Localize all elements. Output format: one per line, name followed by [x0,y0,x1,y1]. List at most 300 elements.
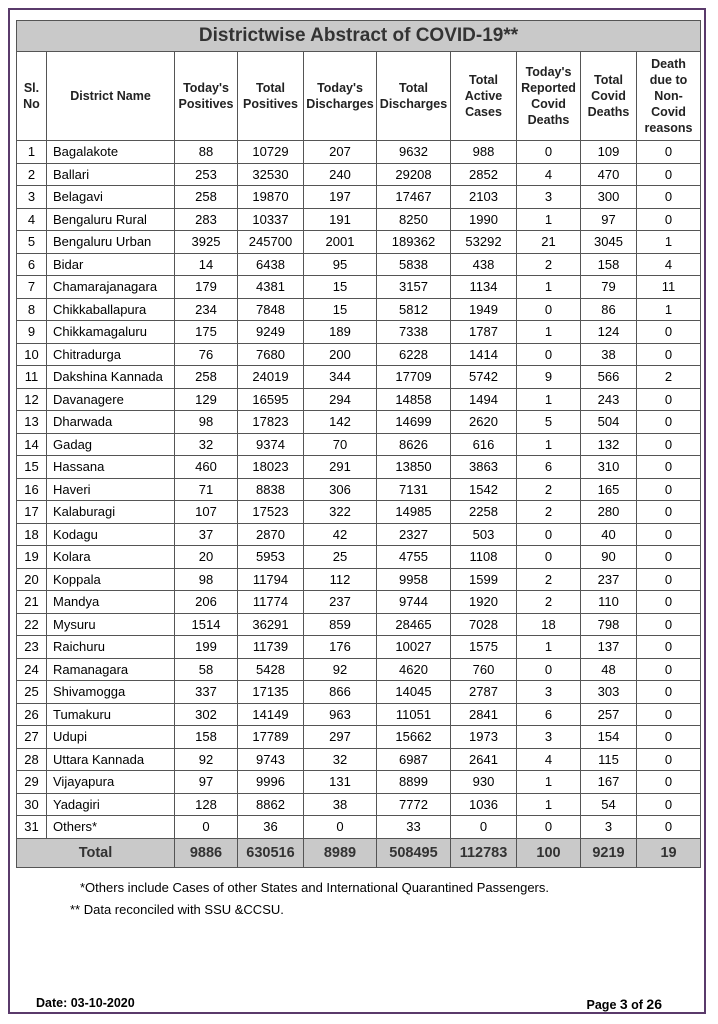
cell-active-cases: 5742 [451,366,517,389]
cell-active-cases: 2787 [451,681,517,704]
cell-todays-discharges: 15 [304,298,377,321]
cell-total-positives: 16595 [238,388,304,411]
table-row [17,231,701,254]
cell-todays-covid-deaths: 1 [517,636,581,659]
cell-active-cases: 1036 [451,793,517,816]
cell-total-discharges: 11051 [377,703,451,726]
cell-total-discharges: 9958 [377,568,451,591]
cell-non-covid-deaths: 0 [637,523,701,546]
cell-todays-discharges: 322 [304,501,377,524]
cell-todays-positives: 302 [175,703,238,726]
table-row [17,636,701,659]
cell-sl-no: 27 [17,726,47,749]
cell-district-name: Chikkamagaluru [47,321,175,344]
cell-todays-positives: 258 [175,186,238,209]
total-todays-discharges: 8989 [304,838,377,867]
cell-todays-discharges: 112 [304,568,377,591]
cell-total-covid-deaths: 167 [581,771,637,794]
table-row [17,343,701,366]
cell-todays-positives: 199 [175,636,238,659]
cell-total-covid-deaths: 310 [581,456,637,479]
cell-district-name: Dharwada [47,411,175,434]
footnote-others: *Others include Cases of other States and International Quarantined Passengers. [80,880,550,895]
cell-total-covid-deaths: 154 [581,726,637,749]
cell-total-discharges: 9744 [377,591,451,614]
cell-total-positives: 10729 [238,141,304,164]
cell-total-covid-deaths: 798 [581,613,637,636]
cell-todays-discharges: 38 [304,793,377,816]
cell-total-positives: 10337 [238,208,304,231]
cell-total-covid-deaths: 90 [581,546,637,569]
cell-non-covid-deaths: 0 [637,141,701,164]
header-todays-covid-deaths: Today's Reported Covid Deaths [517,52,581,141]
footnote-reconciled: ** Data reconciled with SSU &CCSU. [70,902,284,917]
cell-todays-positives: 234 [175,298,238,321]
cell-total-discharges: 28465 [377,613,451,636]
cell-todays-discharges: 294 [304,388,377,411]
cell-todays-covid-deaths: 1 [517,276,581,299]
cell-district-name: Bengaluru Urban [47,231,175,254]
cell-total-covid-deaths: 86 [581,298,637,321]
page-prefix: Page [586,998,620,1012]
total-todays-covid-deaths: 100 [517,838,581,867]
cell-total-discharges: 4620 [377,658,451,681]
cell-total-positives: 24019 [238,366,304,389]
table-row [17,748,701,771]
header-total-covid-deaths: Total Covid Deaths [581,52,637,141]
cell-sl-no: 1 [17,141,47,164]
cell-non-covid-deaths: 0 [637,163,701,186]
cell-todays-discharges: 344 [304,366,377,389]
cell-non-covid-deaths: 0 [637,613,701,636]
cell-sl-no: 3 [17,186,47,209]
cell-total-discharges: 33 [377,816,451,839]
total-covid-deaths: 9219 [581,838,637,867]
cell-district-name: Kolara [47,546,175,569]
page-total: 26 [646,996,662,1012]
cell-total-covid-deaths: 165 [581,478,637,501]
cell-total-positives: 245700 [238,231,304,254]
cell-district-name: Others* [47,816,175,839]
cell-sl-no: 18 [17,523,47,546]
cell-non-covid-deaths: 0 [637,591,701,614]
cell-district-name: Bagalakote [47,141,175,164]
cell-total-discharges: 8626 [377,433,451,456]
cell-active-cases: 1542 [451,478,517,501]
cell-todays-discharges: 866 [304,681,377,704]
cell-todays-covid-deaths: 0 [517,298,581,321]
cell-todays-positives: 1514 [175,613,238,636]
cell-todays-discharges: 70 [304,433,377,456]
cell-active-cases: 760 [451,658,517,681]
cell-total-positives: 11794 [238,568,304,591]
cell-total-covid-deaths: 110 [581,591,637,614]
cell-total-discharges: 14699 [377,411,451,434]
cell-total-covid-deaths: 124 [581,321,637,344]
cell-non-covid-deaths: 0 [637,748,701,771]
cell-total-positives: 9996 [238,771,304,794]
cell-total-positives: 4381 [238,276,304,299]
cell-sl-no: 11 [17,366,47,389]
cell-total-discharges: 3157 [377,276,451,299]
cell-non-covid-deaths: 0 [637,568,701,591]
header-todays-discharges: Today's Discharges [304,52,377,141]
cell-active-cases: 0 [451,816,517,839]
cell-total-covid-deaths: 3045 [581,231,637,254]
cell-todays-covid-deaths: 6 [517,703,581,726]
cell-total-discharges: 15662 [377,726,451,749]
cell-non-covid-deaths: 0 [637,636,701,659]
cell-todays-discharges: 189 [304,321,377,344]
header-total-positives: Total Positives [238,52,304,141]
cell-total-covid-deaths: 303 [581,681,637,704]
table-row [17,501,701,524]
cell-todays-positives: 97 [175,771,238,794]
cell-sl-no: 31 [17,816,47,839]
cell-todays-positives: 98 [175,568,238,591]
cell-todays-covid-deaths: 2 [517,501,581,524]
cell-district-name: Chamarajanagara [47,276,175,299]
cell-todays-covid-deaths: 3 [517,681,581,704]
table-row [17,298,701,321]
cell-todays-positives: 58 [175,658,238,681]
cell-non-covid-deaths: 0 [637,456,701,479]
cell-total-positives: 11739 [238,636,304,659]
cell-district-name: Haveri [47,478,175,501]
cell-sl-no: 6 [17,253,47,276]
cell-sl-no: 14 [17,433,47,456]
cell-total-discharges: 10027 [377,636,451,659]
cell-sl-no: 10 [17,343,47,366]
total-total-positives: 630516 [238,838,304,867]
header-total-active-cases: Total Active Cases [451,52,517,141]
cell-sl-no: 9 [17,321,47,344]
cell-active-cases: 2103 [451,186,517,209]
cell-total-positives: 5953 [238,546,304,569]
cell-total-covid-deaths: 300 [581,186,637,209]
cell-district-name: Shivamogga [47,681,175,704]
cell-todays-discharges: 240 [304,163,377,186]
cell-todays-discharges: 859 [304,613,377,636]
table-row [17,163,701,186]
cell-todays-positives: 14 [175,253,238,276]
cell-total-discharges: 7338 [377,321,451,344]
cell-total-discharges: 189362 [377,231,451,254]
cell-todays-positives: 3925 [175,231,238,254]
covid-table-container [16,20,700,868]
header-row [17,52,701,141]
total-total-discharges: 508495 [377,838,451,867]
cell-total-positives: 8838 [238,478,304,501]
table-row [17,388,701,411]
cell-todays-discharges: 191 [304,208,377,231]
cell-total-covid-deaths: 257 [581,703,637,726]
cell-sl-no: 25 [17,681,47,704]
cell-non-covid-deaths: 2 [637,366,701,389]
page-current: 3 [619,996,628,1012]
cell-non-covid-deaths: 0 [637,388,701,411]
cell-total-positives: 5428 [238,658,304,681]
cell-district-name: Udupi [47,726,175,749]
cell-non-covid-deaths: 0 [637,501,701,524]
cell-district-name: Hassana [47,456,175,479]
cell-district-name: Uttara Kannada [47,748,175,771]
cell-active-cases: 2258 [451,501,517,524]
cell-total-discharges: 7131 [377,478,451,501]
covid-abstract-table [16,20,701,868]
cell-todays-discharges: 32 [304,748,377,771]
cell-active-cases: 1990 [451,208,517,231]
cell-todays-covid-deaths: 4 [517,748,581,771]
cell-todays-covid-deaths: 21 [517,231,581,254]
cell-todays-covid-deaths: 2 [517,591,581,614]
cell-todays-positives: 92 [175,748,238,771]
table-row [17,546,701,569]
cell-non-covid-deaths: 0 [637,478,701,501]
cell-total-discharges: 8899 [377,771,451,794]
cell-active-cases: 2841 [451,703,517,726]
cell-total-discharges: 14045 [377,681,451,704]
total-non-covid-deaths: 19 [637,838,701,867]
cell-todays-positives: 71 [175,478,238,501]
cell-total-positives: 6438 [238,253,304,276]
cell-total-positives: 19870 [238,186,304,209]
total-row [17,838,701,867]
cell-active-cases: 2852 [451,163,517,186]
cell-district-name: Yadagiri [47,793,175,816]
cell-sl-no: 24 [17,658,47,681]
cell-non-covid-deaths: 0 [637,771,701,794]
cell-non-covid-deaths: 0 [637,411,701,434]
cell-total-positives: 2870 [238,523,304,546]
cell-total-covid-deaths: 470 [581,163,637,186]
table-row [17,681,701,704]
cell-todays-discharges: 207 [304,141,377,164]
cell-todays-covid-deaths: 3 [517,186,581,209]
cell-non-covid-deaths: 0 [637,433,701,456]
cell-todays-discharges: 15 [304,276,377,299]
cell-sl-no: 30 [17,793,47,816]
cell-todays-covid-deaths: 1 [517,793,581,816]
cell-total-positives: 11774 [238,591,304,614]
cell-total-discharges: 6228 [377,343,451,366]
cell-active-cases: 53292 [451,231,517,254]
cell-total-covid-deaths: 243 [581,388,637,411]
cell-sl-no: 28 [17,748,47,771]
cell-todays-covid-deaths: 0 [517,523,581,546]
cell-district-name: Chikkaballapura [47,298,175,321]
cell-active-cases: 1575 [451,636,517,659]
cell-todays-positives: 88 [175,141,238,164]
cell-total-covid-deaths: 97 [581,208,637,231]
cell-todays-covid-deaths: 2 [517,568,581,591]
cell-non-covid-deaths: 1 [637,298,701,321]
table-row [17,478,701,501]
cell-sl-no: 4 [17,208,47,231]
cell-sl-no: 20 [17,568,47,591]
cell-non-covid-deaths: 0 [637,546,701,569]
cell-total-covid-deaths: 40 [581,523,637,546]
cell-non-covid-deaths: 0 [637,321,701,344]
cell-total-positives: 9374 [238,433,304,456]
cell-active-cases: 1973 [451,726,517,749]
cell-active-cases: 3863 [451,456,517,479]
cell-total-covid-deaths: 109 [581,141,637,164]
cell-total-positives: 36291 [238,613,304,636]
cell-todays-covid-deaths: 1 [517,433,581,456]
cell-total-covid-deaths: 237 [581,568,637,591]
cell-sl-no: 2 [17,163,47,186]
table-row [17,591,701,614]
cell-district-name: Raichuru [47,636,175,659]
cell-todays-positives: 107 [175,501,238,524]
table-row [17,523,701,546]
table-row [17,433,701,456]
cell-todays-covid-deaths: 3 [517,726,581,749]
cell-total-covid-deaths: 115 [581,748,637,771]
cell-active-cases: 1599 [451,568,517,591]
table-row [17,568,701,591]
cell-total-covid-deaths: 158 [581,253,637,276]
cell-todays-discharges: 2001 [304,231,377,254]
cell-todays-positives: 128 [175,793,238,816]
cell-active-cases: 2620 [451,411,517,434]
cell-total-covid-deaths: 48 [581,658,637,681]
cell-active-cases: 1108 [451,546,517,569]
cell-todays-covid-deaths: 1 [517,771,581,794]
cell-district-name: Gadag [47,433,175,456]
cell-total-positives: 9249 [238,321,304,344]
cell-total-discharges: 2327 [377,523,451,546]
table-row [17,771,701,794]
cell-active-cases: 988 [451,141,517,164]
cell-sl-no: 15 [17,456,47,479]
header-non-covid-deaths: Death due to Non-Covid reasons [637,52,701,141]
table-row [17,613,701,636]
cell-sl-no: 7 [17,276,47,299]
table-row [17,321,701,344]
cell-total-discharges: 29208 [377,163,451,186]
cell-todays-positives: 32 [175,433,238,456]
cell-total-positives: 8862 [238,793,304,816]
cell-todays-positives: 20 [175,546,238,569]
cell-todays-positives: 179 [175,276,238,299]
cell-todays-positives: 158 [175,726,238,749]
cell-district-name: Vijayapura [47,771,175,794]
cell-district-name: Dakshina Kannada [47,366,175,389]
cell-sl-no: 12 [17,388,47,411]
cell-sl-no: 29 [17,771,47,794]
cell-todays-discharges: 297 [304,726,377,749]
cell-district-name: Chitradurga [47,343,175,366]
cell-district-name: Ballari [47,163,175,186]
table-row [17,366,701,389]
cell-non-covid-deaths: 4 [637,253,701,276]
cell-active-cases: 2641 [451,748,517,771]
cell-district-name: Kodagu [47,523,175,546]
cell-district-name: Bengaluru Rural [47,208,175,231]
cell-todays-discharges: 95 [304,253,377,276]
cell-todays-positives: 76 [175,343,238,366]
table-row [17,141,701,164]
cell-todays-positives: 337 [175,681,238,704]
cell-total-discharges: 7772 [377,793,451,816]
cell-sl-no: 17 [17,501,47,524]
cell-todays-positives: 0 [175,816,238,839]
cell-todays-covid-deaths: 9 [517,366,581,389]
cell-district-name: Tumakuru [47,703,175,726]
cell-todays-discharges: 306 [304,478,377,501]
cell-todays-positives: 98 [175,411,238,434]
cell-todays-discharges: 0 [304,816,377,839]
cell-active-cases: 1494 [451,388,517,411]
cell-todays-positives: 37 [175,523,238,546]
cell-todays-covid-deaths: 1 [517,321,581,344]
cell-sl-no: 16 [17,478,47,501]
cell-total-covid-deaths: 137 [581,636,637,659]
cell-active-cases: 930 [451,771,517,794]
cell-todays-discharges: 92 [304,658,377,681]
cell-total-discharges: 5812 [377,298,451,321]
cell-total-covid-deaths: 54 [581,793,637,816]
table-row [17,793,701,816]
cell-todays-discharges: 176 [304,636,377,659]
cell-todays-positives: 206 [175,591,238,614]
cell-sl-no: 8 [17,298,47,321]
page-number [587,996,662,1012]
cell-todays-discharges: 25 [304,546,377,569]
cell-active-cases: 438 [451,253,517,276]
total-active-cases: 112783 [451,838,517,867]
cell-todays-covid-deaths: 0 [517,816,581,839]
cell-todays-discharges: 200 [304,343,377,366]
cell-total-positives: 36 [238,816,304,839]
cell-active-cases: 1920 [451,591,517,614]
cell-district-name: Belagavi [47,186,175,209]
table-row [17,658,701,681]
cell-total-positives: 9743 [238,748,304,771]
cell-total-covid-deaths: 3 [581,816,637,839]
cell-total-discharges: 6987 [377,748,451,771]
cell-todays-positives: 253 [175,163,238,186]
header-todays-positives: Today's Positives [175,52,238,141]
cell-todays-covid-deaths: 2 [517,478,581,501]
cell-total-positives: 32530 [238,163,304,186]
cell-total-positives: 17135 [238,681,304,704]
cell-active-cases: 1787 [451,321,517,344]
cell-active-cases: 503 [451,523,517,546]
cell-total-discharges: 17467 [377,186,451,209]
cell-non-covid-deaths: 0 [637,726,701,749]
cell-todays-covid-deaths: 1 [517,388,581,411]
cell-district-name: Koppala [47,568,175,591]
table-row [17,726,701,749]
table-row [17,816,701,839]
cell-todays-covid-deaths: 0 [517,141,581,164]
cell-total-positives: 17523 [238,501,304,524]
cell-active-cases: 616 [451,433,517,456]
table-row [17,253,701,276]
header-sl-no: Sl. No [17,52,47,141]
cell-total-covid-deaths: 280 [581,501,637,524]
cell-active-cases: 1949 [451,298,517,321]
table-row [17,208,701,231]
cell-total-covid-deaths: 38 [581,343,637,366]
cell-non-covid-deaths: 0 [637,343,701,366]
cell-district-name: Davanagere [47,388,175,411]
cell-todays-positives: 258 [175,366,238,389]
cell-todays-positives: 129 [175,388,238,411]
